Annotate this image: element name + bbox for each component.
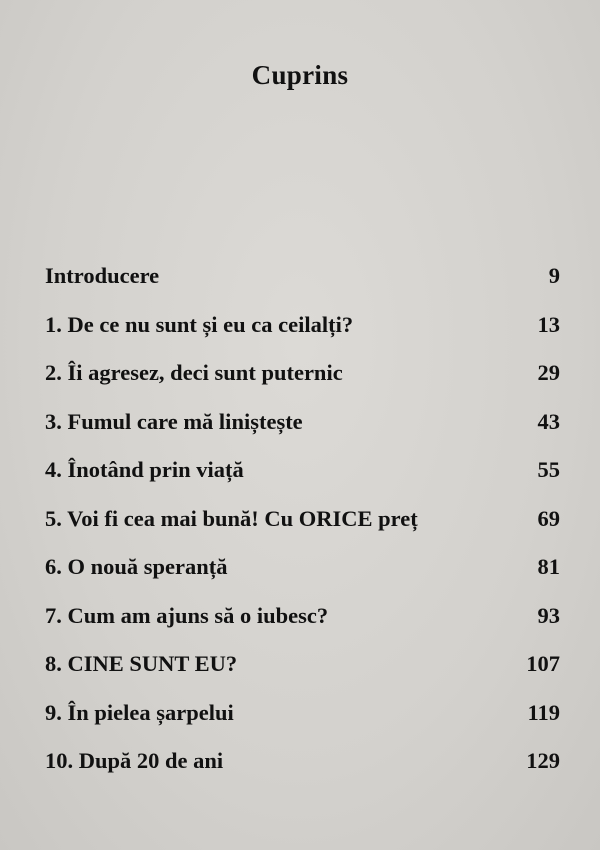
toc-entry-page: 13	[537, 311, 560, 337]
table-of-contents	[45, 252, 560, 786]
toc-entry-page: 9	[548, 263, 560, 289]
toc-entry-page: 29	[537, 360, 560, 386]
toc-entry-2	[45, 349, 560, 398]
toc-entry-intro	[45, 252, 560, 301]
toc-entry-1	[45, 301, 560, 350]
toc-entry-4	[45, 446, 560, 495]
toc-entry-3	[45, 398, 560, 447]
toc-entry-page: 55	[537, 457, 560, 483]
toc-entry-label: 8. CINE SUNT EU?	[45, 651, 238, 677]
toc-entry-page: 129	[526, 748, 560, 774]
toc-entry-7	[45, 592, 560, 641]
toc-entry-page: 69	[537, 505, 560, 531]
toc-entry-page: 81	[537, 554, 560, 580]
toc-entry-label: 9. În pielea șarpelui	[45, 699, 234, 725]
toc-entry-5	[45, 495, 560, 544]
toc-entry-label: 7. Cum am ajuns să o iubesc?	[45, 602, 329, 628]
toc-entry-page: 107	[526, 651, 560, 677]
toc-entry-label: 1. De ce nu sunt și eu ca ceilalți?	[45, 311, 354, 337]
toc-entry-label: 10. După 20 de ani	[45, 748, 224, 774]
toc-entry-10	[45, 737, 560, 786]
toc-entry-page: 43	[537, 408, 560, 434]
page-title: Cuprins	[251, 60, 349, 90]
toc-entry-label: 4. Înotând prin viață	[45, 457, 244, 483]
toc-entry-label: 6. O nouă speranță	[45, 554, 228, 580]
toc-entry-label: 2. Îi agresez, deci sunt puternic	[45, 360, 343, 386]
toc-entry-8	[45, 640, 560, 689]
toc-entry-9	[45, 689, 560, 738]
toc-entry-label: Introducere	[45, 263, 160, 289]
toc-entry-page: 119	[527, 699, 560, 725]
toc-entry-6	[45, 543, 560, 592]
toc-entry-label: 5. Voi fi cea mai bună! Cu ORICE preț	[45, 505, 418, 531]
toc-entry-page: 93	[537, 602, 560, 628]
toc-entry-label: 3. Fumul care mă liniștește	[45, 408, 303, 434]
